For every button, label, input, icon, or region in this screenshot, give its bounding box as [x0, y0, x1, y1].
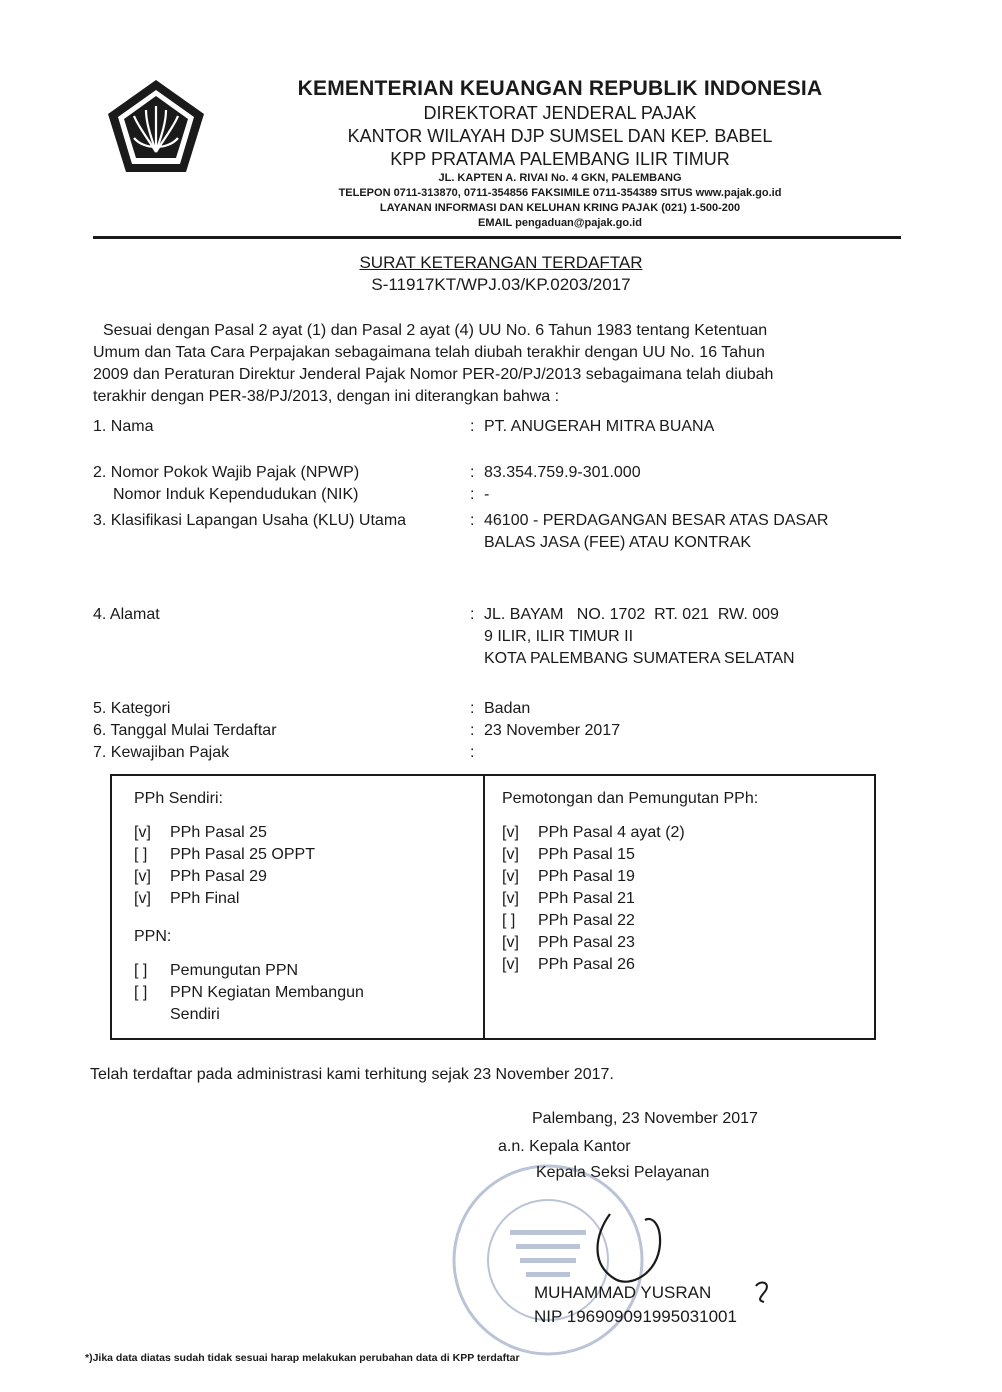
nik-value: : - [470, 486, 490, 503]
obligation-item: [v] PPh Pasal 23 [502, 934, 635, 951]
obligation-item: [v] PPh Pasal 4 ayat (2) [502, 824, 685, 841]
nama-label: 1. Nama [93, 418, 154, 435]
initial-mark-icon [752, 1278, 774, 1306]
tax-obligations-box [110, 774, 876, 1040]
letterhead-divider [93, 236, 901, 239]
document-title-block [0, 252, 1002, 296]
box-divider [483, 776, 485, 1038]
signature-on-behalf: a.n. Kepala Kantor [498, 1138, 631, 1155]
intro-line: Sesuai dengan Pasal 2 ayat (1) dan Pasal 2 ayat (4) UU No. 6 Tahun 1983 tentang Ketentuan [103, 322, 768, 339]
closing-statement: Telah terdaftar pada administrasi kami terhitung sejak 23 November 2017. [90, 1066, 614, 1083]
obligation-item: [v] PPh Pasal 26 [502, 956, 635, 973]
intro-line: terakhir dengan PER-38/PJ/2013, dengan ini diterangkan bahwa : [93, 388, 560, 405]
kewajiban-value: : [470, 744, 475, 761]
obligation-item: [ ] PPh Pasal 22 [502, 912, 635, 929]
obligation-item: [v] PPh Pasal 15 [502, 846, 635, 863]
obligation-item: [v] PPh Pasal 19 [502, 868, 635, 885]
alamat-label: 4. Alamat [93, 606, 160, 623]
document-title: SURAT KETERANGAN TERDAFTAR [359, 253, 643, 272]
pemotongan-column [502, 788, 758, 976]
obligation-item: [v] PPh Pasal 21 [502, 890, 635, 907]
office-service-line: LAYANAN INFORMASI DAN KELUHAN KRING PAJAK (021) 1-500-200 [379, 202, 741, 214]
obligation-item: [ ] PPN Kegiatan Membangun [134, 984, 364, 1001]
pph-sendiri-header: PPh Sendiri: [134, 790, 223, 807]
obligation-item: [v] PPh Final [134, 890, 240, 907]
intro-line: 2009 dan Peraturan Direktur Jenderal Pajak Nomor PER-20/PJ/2013 sebagaimana telah diubah [93, 366, 774, 383]
obligation-item: [ ] PPh Pasal 25 OPPT [134, 846, 315, 863]
obligation-item: [v] PPh Pasal 25 [134, 824, 267, 841]
pph-sendiri-column [134, 788, 364, 1026]
alamat-value: : JL. BAYAM NO. 1702 RT. 021 RW. 009 9 ILIR, ILIR TIMUR II KOTA PALEMBANG SUMATERA SELATAN [470, 606, 795, 667]
obligation-item: [ ] Pemungutan PPN [134, 962, 299, 979]
directorate-name: DIREKTORAT JENDERAL PAJAK [423, 103, 697, 123]
letterhead [230, 76, 890, 231]
pemotongan-header: Pemotongan dan Pemungutan PPh: [502, 790, 759, 807]
nik-label: Nomor Induk Kependudukan (NIK) [113, 486, 359, 503]
ministry-emblem-icon [104, 76, 208, 176]
intro-line: Umum dan Tata Cara Perpajakan sebagaimana telah diubah terakhir dengan UU No. 16 Tahun [93, 344, 765, 361]
signature-position: Kepala Seksi Pelayanan [536, 1164, 710, 1181]
klu-label: 3. Klasifikasi Lapangan Usaha (KLU) Utama [93, 512, 407, 529]
footnote: *)Jika data diatas sudah tidak sesuai harap melakukan perubahan data di KPP terdaftar [85, 1352, 520, 1364]
signature-name: MUHAMMAD YUSRAN [534, 1283, 712, 1302]
document-number: S-11917KT/WPJ.03/KP.0203/2017 [371, 275, 631, 294]
klu-value: : 46100 - PERDAGANGAN BESAR ATAS DASAR BALAS JASA (FEE) ATAU KONTRAK [470, 512, 829, 551]
intro-paragraph [93, 320, 899, 408]
kategori-value: : Badan [470, 700, 531, 717]
npwp-label: 2. Nomor Pokok Wajib Pajak (NPWP) [93, 464, 360, 481]
tanggal-value: : 23 November 2017 [470, 722, 621, 739]
tanggal-label: 6. Tanggal Mulai Terdaftar [93, 722, 277, 739]
kategori-label: 5. Kategori [93, 700, 171, 717]
kewajiban-label: 7. Kewajiban Pajak [93, 744, 230, 761]
office-email: EMAIL pengaduan@pajak.go.id [478, 217, 642, 229]
signature-nip: NIP 196909091995031001 [534, 1307, 737, 1326]
regional-office-name: KANTOR WILAYAH DJP SUMSEL DAN KEP. BABEL [347, 126, 773, 146]
signature-place-date: Palembang, 23 November 2017 [532, 1110, 758, 1127]
npwp-value: : 83.354.759.9-301.000 [470, 464, 641, 481]
ministry-name: KEMENTERIAN KEUANGAN REPUBLIK INDONESIA [297, 77, 823, 100]
handwritten-signature-icon [560, 1204, 690, 1294]
obligation-item: [v] PPh Pasal 29 [134, 868, 267, 885]
office-address: JL. KAPTEN A. RIVAI No. 4 GKN, PALEMBANG [438, 172, 682, 184]
obligation-item-continued: Sendiri [170, 1006, 220, 1023]
nama-value: : PT. ANUGERAH MITRA BUANA [470, 418, 715, 435]
office-name: KPP PRATAMA PALEMBANG ILIR TIMUR [390, 149, 730, 169]
office-phone: TELEPON 0711-313870, 0711-354856 FAKSIMILE 0711-354389 SITUS www.pajak.go.id [338, 187, 782, 199]
ppn-header: PPN: [134, 928, 172, 945]
